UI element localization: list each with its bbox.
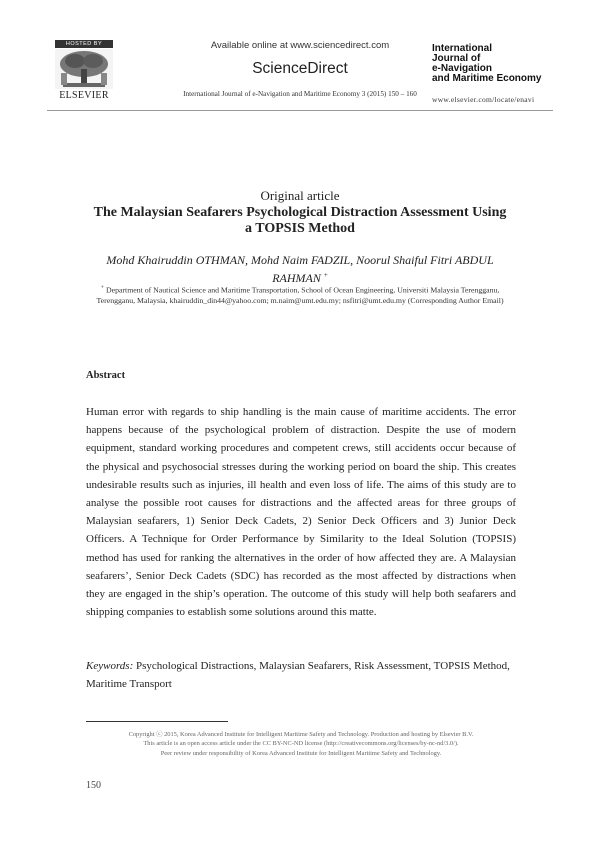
article-title-line: The Malaysian Seafarers Psychological Distraction Assessment Using	[93, 205, 507, 220]
copyright-line: Copyright ⓒ 2015, Korea Advanced Institute for Intelligent Maritime Safety and Technology. Production and hosting by Elsevier B.V.	[128, 731, 474, 738]
journal-citation: International Journal of e-Navigation and Maritime Economy 3 (2015) 150 – 160	[183, 90, 417, 98]
keywords-label: Keywords:	[86, 660, 134, 672]
footnote-divider	[86, 721, 228, 722]
author-mark: +	[323, 271, 328, 279]
sciencedirect-title: ScienceDirect	[252, 60, 348, 77]
article-authors	[90, 253, 510, 286]
affiliation	[80, 283, 520, 307]
journal-title-line: e-Navigation	[432, 63, 493, 74]
copyright-line: Peer review under responsibility of Korea Advanced Institute for Intelligent Maritime Safety and Technology.	[160, 749, 442, 757]
keywords-text: Psychological Distractions, Malaysian Seafarers, Risk Assessment, TOPSIS Method, Maritime Transport	[86, 660, 510, 690]
article-type: Original article	[260, 188, 340, 203]
abstract-heading: Abstract	[86, 370, 126, 381]
journal-title-line: International	[432, 43, 493, 54]
publisher-logo	[55, 40, 113, 100]
article-title-line: a TOPSIS Method	[245, 221, 355, 236]
journal-title-line: and Maritime Economy	[432, 73, 542, 84]
journal-title	[432, 44, 572, 84]
article-title	[70, 205, 530, 237]
keywords	[86, 657, 516, 693]
affiliation-mark: +	[100, 285, 105, 291]
page-number: 150	[86, 780, 101, 791]
journal-title-line: Journal of	[432, 53, 481, 64]
affiliation-text: Department of Nautical Science and Maritime Transportation, School of Ocean Engineering, Universiti Malaysia Terengganu,	[104, 285, 500, 295]
header-divider	[47, 110, 553, 111]
authors-line: RAHMAN	[272, 271, 321, 285]
hosted-by-label: HOSTED BY	[55, 40, 113, 48]
journal-url: www.elsevier.com/locate/enavi	[432, 95, 535, 104]
elsevier-tree-icon	[55, 49, 113, 89]
affiliation-line-1	[80, 283, 520, 296]
available-online-text: Available online at www.sciencedirect.com	[210, 40, 390, 51]
copyright-notice	[86, 730, 516, 758]
affiliation-line-2: Terengganu, Malaysia, khairuddin_din44@yahoo.com; m.naim@umt.edu.my; nsfitri@umt.edu.my (Corresponding Author Email)	[96, 296, 504, 306]
abstract-text: Human error with regards to ship handling is the main cause of maritime accidents. The error happens because of the psychological problem of distraction. Despite the use of modern equipment, standard working procedures and competent crews, still accidents occur because of the physical and psychosocial stresses during the working period on board the ship. This creates undesirable results such as injuries, ill health and even loss of life. The aims of this study are to analyse the possible root causes for distractions and the affected areas for three groups of Malaysian seafarers, 1) Senior Deck Cadets, 2) Senior Deck Officers and 3) Junior Deck Officers. A Technique for Order Performance by Similarity to the Ideal Solution (TOPSIS) method has used for ranking the alternatives in the order of how affected they are. A Malaysian seafarers’, Senior Deck Cadets (SDC) has recorded as the most affected by distractions when they are engaged in the ship’s operation. The outcome of this study will help both seafarers and shipping companies to establish some solutions around this matte.	[86, 406, 516, 619]
copyright-line: This article is an open access article under the CC BY-NC-ND license (http://creativecommons.org/licenses/by-nc-nd/3.0/).	[143, 740, 459, 748]
publisher-name: ELSEVIER	[59, 90, 109, 101]
authors-line: Mohd Khairuddin OTHMAN, Mohd Naim FADZIL, Noorul Shaiful Fitri ABDUL	[106, 253, 494, 267]
